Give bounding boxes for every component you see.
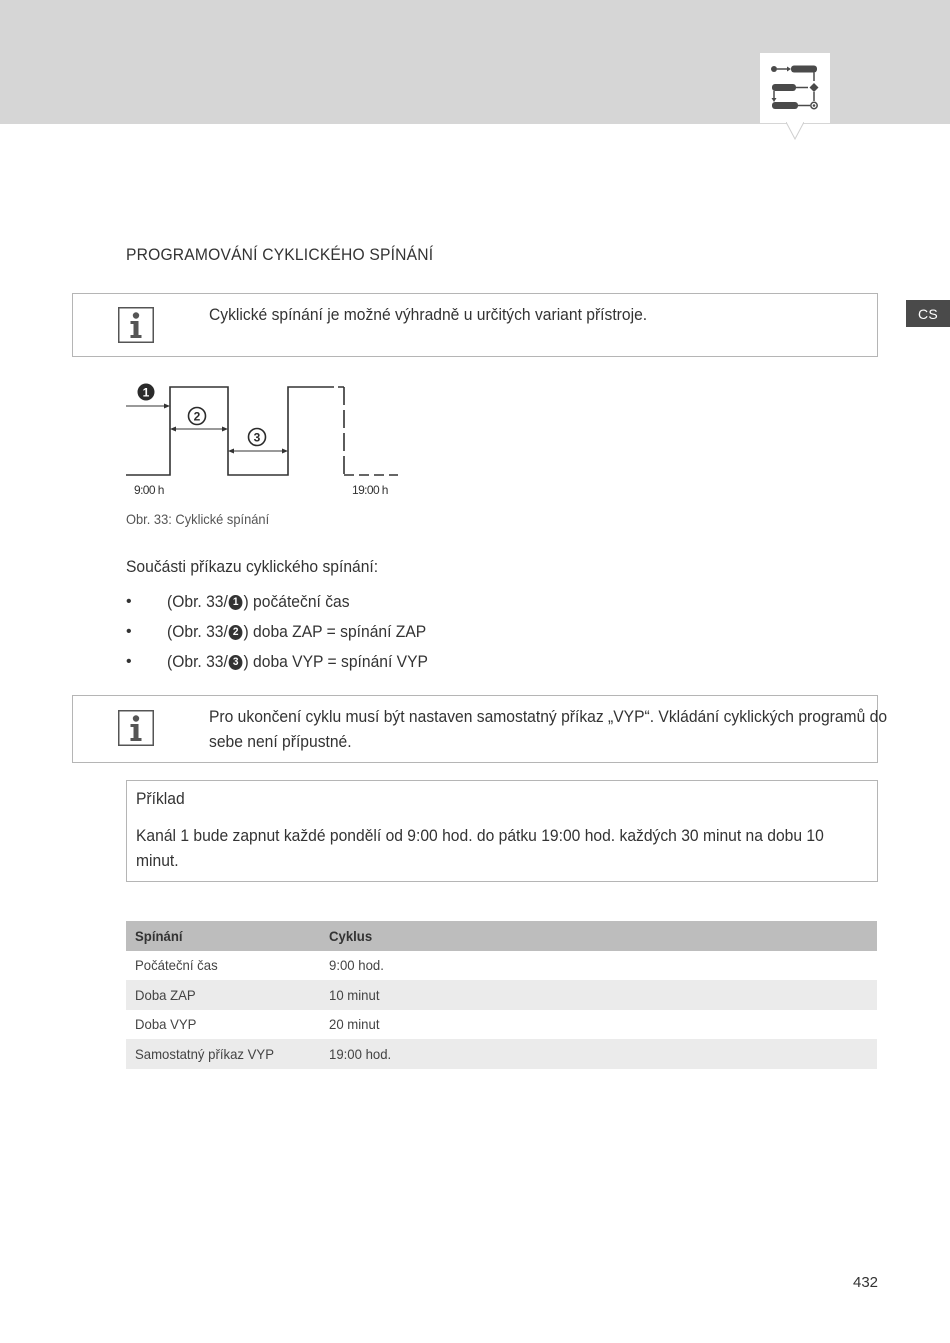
callout-2 xyxy=(189,408,206,425)
svg-text:2: 2 xyxy=(193,409,201,424)
table-cell: 9:00 hod. xyxy=(329,957,384,974)
column-header: Spínání xyxy=(126,921,320,951)
column-header: Cyklus xyxy=(320,921,877,951)
info-note xyxy=(72,293,878,357)
components-heading: Součásti příkazu cyklického spínání: xyxy=(126,557,379,576)
info-icon xyxy=(118,307,154,343)
language-tab[interactable]: CS xyxy=(906,300,950,327)
table-row xyxy=(126,951,877,981)
table-row xyxy=(126,1010,877,1040)
end-time-label: 19:00 h xyxy=(352,483,388,497)
bullet: • xyxy=(126,653,132,670)
bullet: • xyxy=(126,623,132,640)
section-title: PROGRAMOVÁNÍ CYKLICKÉHO SPÍNÁNÍ xyxy=(126,245,434,264)
number-badge: 2 xyxy=(229,625,243,640)
example-box xyxy=(126,780,878,882)
callout-1 xyxy=(138,384,155,401)
start-time-label: 9:00 h xyxy=(134,483,164,497)
bullet: • xyxy=(126,593,132,610)
cycle-table xyxy=(126,921,877,1069)
cycle-timing-diagram xyxy=(118,375,408,505)
table-cell: Samostatný příkaz VYP xyxy=(126,1039,320,1069)
info-icon xyxy=(118,710,154,746)
table-cell: Doba VYP xyxy=(135,1016,197,1033)
info-note-text: Pro ukončení cyklu musí být nastaven samostatný příkaz „VYP“. Vkládání cyklických programů do sebe není přípustné. xyxy=(209,707,888,751)
info-note xyxy=(72,695,888,763)
table-cell: 10 minut xyxy=(320,980,877,1010)
table-row xyxy=(126,1039,877,1069)
icon-pointer xyxy=(786,122,804,140)
table-header-row xyxy=(126,921,877,951)
example-title: Příklad xyxy=(136,789,185,808)
callout-3 xyxy=(249,429,266,446)
table-cell: Počáteční čas xyxy=(135,957,218,974)
table-row xyxy=(126,980,877,1010)
info-note-text: Cyklické spínání je možné výhradně u určitých variant přístroje. xyxy=(209,305,648,324)
example-text: Kanál 1 bude zapnut každé pondělí od 9:00 hod. do pátku 19:00 hod. každých 30 minut na dobu 10 minut. xyxy=(136,826,824,870)
page-number: 432 xyxy=(853,1274,879,1291)
svg-text:3: 3 xyxy=(253,430,261,445)
number-badge: 3 xyxy=(229,655,243,670)
program-flow-icon xyxy=(760,53,830,123)
svg-text:1: 1 xyxy=(142,385,150,400)
number-badge: 1 xyxy=(229,595,243,610)
figure-caption: Obr. 33: Cyklické spínání xyxy=(126,511,270,527)
table-cell: 20 minut xyxy=(329,1016,380,1033)
table-cell: 19:00 hod. xyxy=(320,1039,877,1069)
table-cell: Doba ZAP xyxy=(126,980,320,1010)
